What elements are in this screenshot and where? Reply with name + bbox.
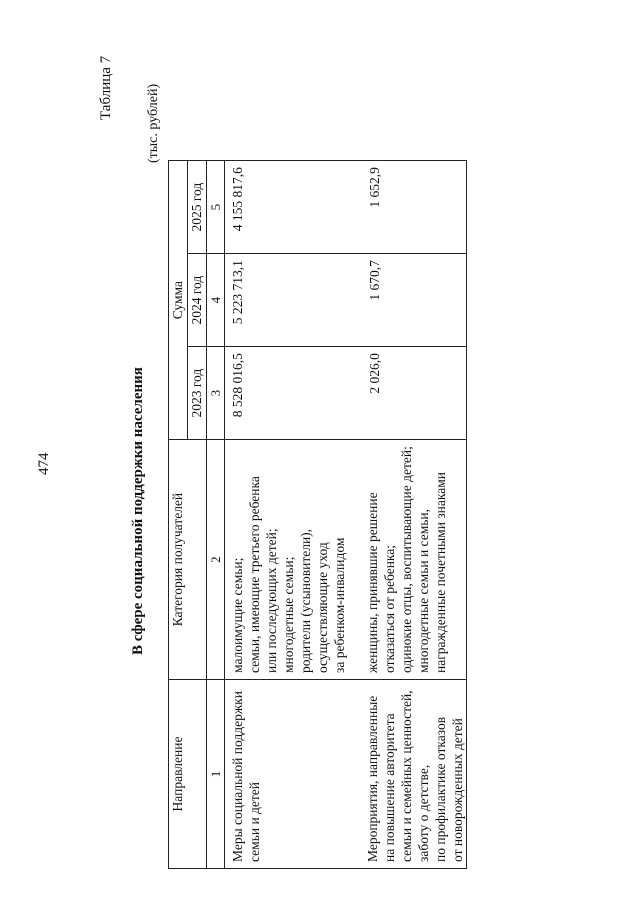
text-line: осуществляющие уход [315, 542, 330, 673]
text-line: отказаться от ребенка; [382, 544, 397, 673]
value-2025: 1 652,9 [364, 161, 467, 254]
value-2023: 2 026,0 [364, 347, 467, 440]
category-cell [364, 440, 467, 680]
header-year-2023: 2023 год [188, 347, 207, 440]
header-year-2025: 2025 год [188, 161, 207, 254]
direction-cell [364, 680, 467, 869]
units-label: (тыс. рублей) [146, 83, 161, 163]
column-index: 2 [207, 440, 225, 680]
column-index: 3 [207, 347, 225, 440]
budget-table [168, 160, 467, 869]
section-title: В сфере социальной поддержки населения [130, 367, 146, 655]
text-line: малоимущие семьи; [230, 557, 245, 673]
value-2025: 4 155 817,6 [225, 161, 365, 254]
column-index: 1 [207, 680, 225, 869]
header-year-2024: 2024 год [188, 254, 207, 347]
column-index: 5 [207, 161, 225, 254]
table-row [225, 161, 365, 869]
text-line: или последующих детей; [264, 528, 279, 673]
text-line: родители (усыновители), [298, 528, 313, 673]
text-line: награжденные почетными знаками [433, 472, 448, 673]
text-line: многодетные семьи и семьи, [416, 509, 431, 673]
text-line: на повышение авторитета [382, 713, 397, 862]
text-line: за ребенком-инвалидом [332, 537, 347, 673]
text-line: Меры социальной поддержки [230, 691, 245, 862]
text-line: заботу о детстве, [416, 764, 431, 862]
value-2023: 8 528 016,5 [225, 347, 365, 440]
text-line: семьи и семейных ценностей, [399, 690, 414, 862]
header-direction: Направление [169, 680, 207, 869]
column-index: 4 [207, 254, 225, 347]
text-line: женщины, принявшие решение [365, 492, 380, 673]
text-line: многодетные семьи; [281, 556, 296, 673]
value-2024: 5 223 713,1 [225, 254, 365, 347]
table-row [364, 161, 467, 869]
direction-cell [225, 680, 365, 869]
value-2024: 1 670,7 [364, 254, 467, 347]
text-line: семьи, имеющие третьего ребенка [247, 476, 262, 673]
page-number: 474 [36, 452, 52, 475]
text-line: по профилактике отказов [433, 716, 448, 862]
header-sum: Сумма [169, 161, 188, 440]
text-line: Мероприятия, направленные [365, 695, 380, 862]
text-line: от новорожденных детей [450, 718, 465, 862]
text-line: одинокие отцы, воспитывающие детей; [399, 446, 414, 673]
header-category: Категория получателей [169, 440, 207, 680]
category-cell [225, 440, 365, 680]
table-number: Таблица 7 [98, 55, 114, 120]
text-line: семьи и детей [247, 781, 262, 862]
